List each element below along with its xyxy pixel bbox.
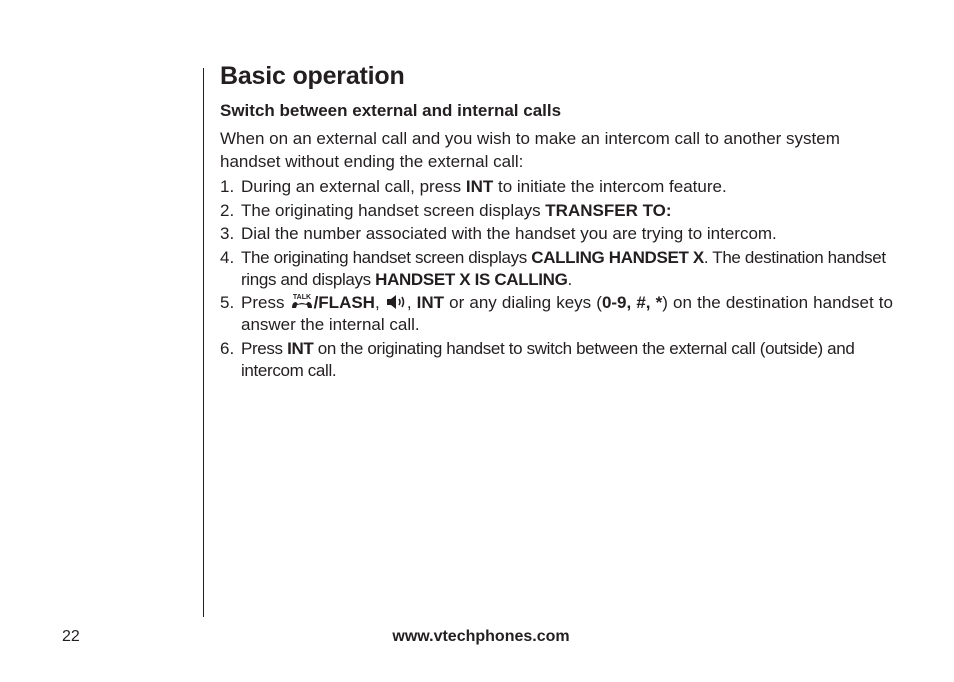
screen-message: TRANSFER TO:: [545, 200, 672, 220]
step-4: [220, 247, 893, 291]
step-text-part: During an external call, press: [241, 177, 466, 196]
int-key-label: INT: [465, 177, 494, 196]
step-number: 6.: [220, 338, 235, 358]
step-text: Dial the number associated with the handset you are trying to intercom.: [241, 224, 777, 243]
step-1: [220, 176, 893, 198]
step-number: 2.: [220, 200, 235, 220]
footer-url: www.vtechphones.com: [392, 628, 570, 645]
int-key-label: INT: [287, 338, 314, 358]
step-5: [220, 292, 893, 336]
step-number: 1.: [220, 177, 235, 196]
step-text-part: The originating handset screen displays: [241, 200, 546, 220]
intro-paragraph: When on an external call and you wish to make an intercom call to another system handset without ending the external call:: [220, 129, 840, 171]
step-text: [241, 200, 893, 222]
section-heading: Switch between external and internal calls: [220, 101, 562, 120]
step-text-part: to initiate the intercom feature.: [493, 177, 727, 196]
step-number: 3.: [220, 224, 235, 243]
talk-icon-label: TALK: [292, 294, 311, 301]
screen-message: CALLING HANDSET X: [531, 247, 704, 267]
page-title: Basic operation: [220, 62, 405, 90]
step-text-part: Press: [241, 293, 290, 312]
speaker-icon: [385, 294, 407, 310]
step-text-part: ) on the destination handset to answer the internal call.: [241, 293, 893, 334]
step-text-part: or any dialing keys (: [444, 293, 602, 312]
step-3: [220, 223, 893, 245]
step-number: 4.: [220, 247, 235, 267]
step-text-part: The originating handset screen displays: [241, 247, 532, 267]
step-text: [241, 247, 893, 291]
flash-key-label: /FLASH: [313, 293, 375, 312]
step-text-part: .: [567, 269, 572, 289]
step-text-part: ,: [406, 293, 417, 312]
page-number: 22: [62, 628, 80, 645]
step-2: [220, 200, 893, 222]
step-text: [241, 176, 893, 198]
steps-list: [220, 176, 893, 382]
int-key-label: INT: [416, 293, 445, 312]
screen-message: HANDSET X IS CALLING: [375, 269, 568, 289]
step-text-part: . The destination handset rings and displays: [241, 247, 886, 289]
talk-phone-icon: [290, 292, 314, 310]
step-text-part: ,: [374, 293, 385, 312]
margin-rule: [203, 68, 204, 617]
step-text-part: Press: [241, 338, 288, 358]
step-6: [220, 338, 893, 382]
dial-keys-label: 0-9, #,: [601, 293, 656, 312]
step-text: [241, 292, 893, 336]
step-text: [241, 338, 893, 382]
page-content: [220, 58, 893, 383]
star-key-label: *: [655, 293, 663, 312]
step-text-part: on the originating handset to switch between the external call (outside) and intercom call.: [241, 338, 855, 380]
step-number: 5.: [220, 293, 235, 312]
